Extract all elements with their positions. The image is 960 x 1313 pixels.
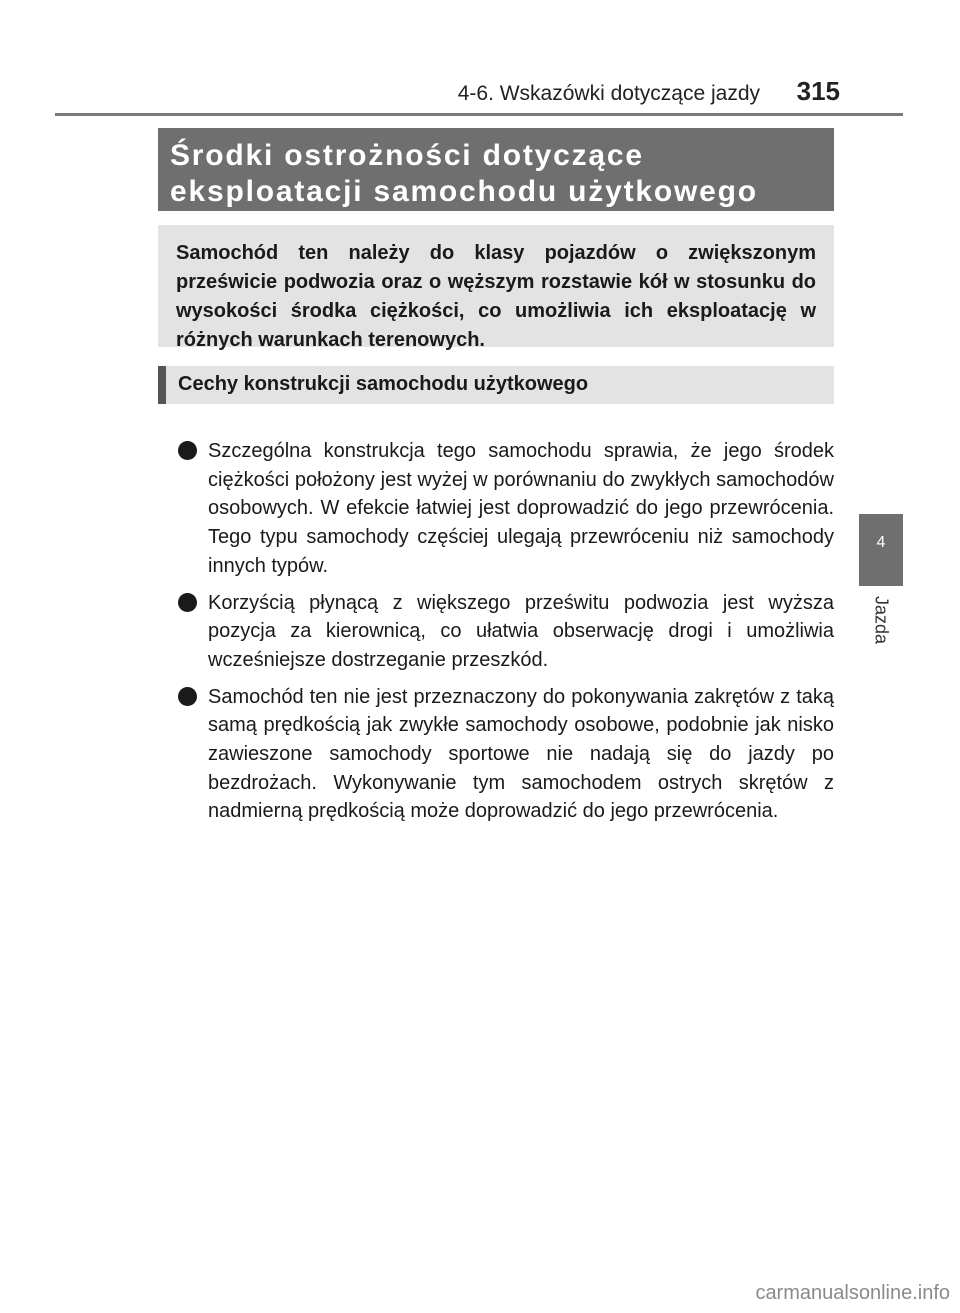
list-item xyxy=(178,589,834,675)
bullet-icon xyxy=(178,687,197,706)
page-title: Środki ostrożności dotyczące eksploatacji samochodu użytkowego xyxy=(170,139,758,208)
bullet-text: Samochód ten nie jest przeznaczony do pokonywania zakrętów z taką samą prędkością jak zwykłe samochody osobowe, podobnie jak nisko zawieszone samochody sportowe nie nadają się do jazdy po bezdrożach. Wykonywanie tym samochodem ostrych skrętów z nadmierną prędkością może doprowadzić do jego przewrócenia. xyxy=(208,685,834,823)
list-item xyxy=(178,437,834,581)
subheading-accent-bar xyxy=(158,366,166,404)
list-item xyxy=(178,683,834,827)
chapter-label-text: Jazda xyxy=(871,595,892,645)
watermark: carmanualsonline.info xyxy=(755,1282,950,1304)
bullet-text: Szczególna konstrukcja tego samochodu sprawia, że jego środek ciężkości położony jest wyżej w porównaniu do zwykłych samochodów osobowych. W efekcie łatwiej jest doprowadzić do jego przewrócenia. Tego typu samochody częściej ulegają przewróceniu niż samochody innych typów. xyxy=(208,440,834,577)
chapter-label xyxy=(869,590,893,650)
intro-box xyxy=(158,225,834,351)
bullet-icon xyxy=(178,441,197,460)
chapter-tab xyxy=(859,514,903,586)
page-header xyxy=(160,74,840,114)
subheading-box xyxy=(158,366,834,404)
subheading: Cechy konstrukcji samochodu użytkowego xyxy=(178,373,589,395)
title-box xyxy=(158,128,834,211)
bullet-list xyxy=(178,437,834,834)
page-number: 315 xyxy=(796,76,840,106)
section-title: 4-6. Wskazówki dotyczące jazdy xyxy=(457,82,760,105)
intro-paragraph: Samochód ten należy do klasy pojazdów o zwiększonym prześwicie podwozia oraz o węższym rozstawie kół w stosunku do wysokości środka ciężkości, co umożliwia ich eksploatację w różnych warunkach terenowych. xyxy=(176,242,816,351)
header-divider xyxy=(55,113,903,116)
chapter-number: 4 xyxy=(876,534,886,551)
bullet-icon xyxy=(178,593,197,612)
bullet-text: Korzyścią płynącą z większego prześwitu podwozia jest wyższa pozycja za kierownicą, co ułatwia obserwację drogi i umożliwia wcześniejsze dostrzeganie przeszkód. xyxy=(208,591,834,671)
